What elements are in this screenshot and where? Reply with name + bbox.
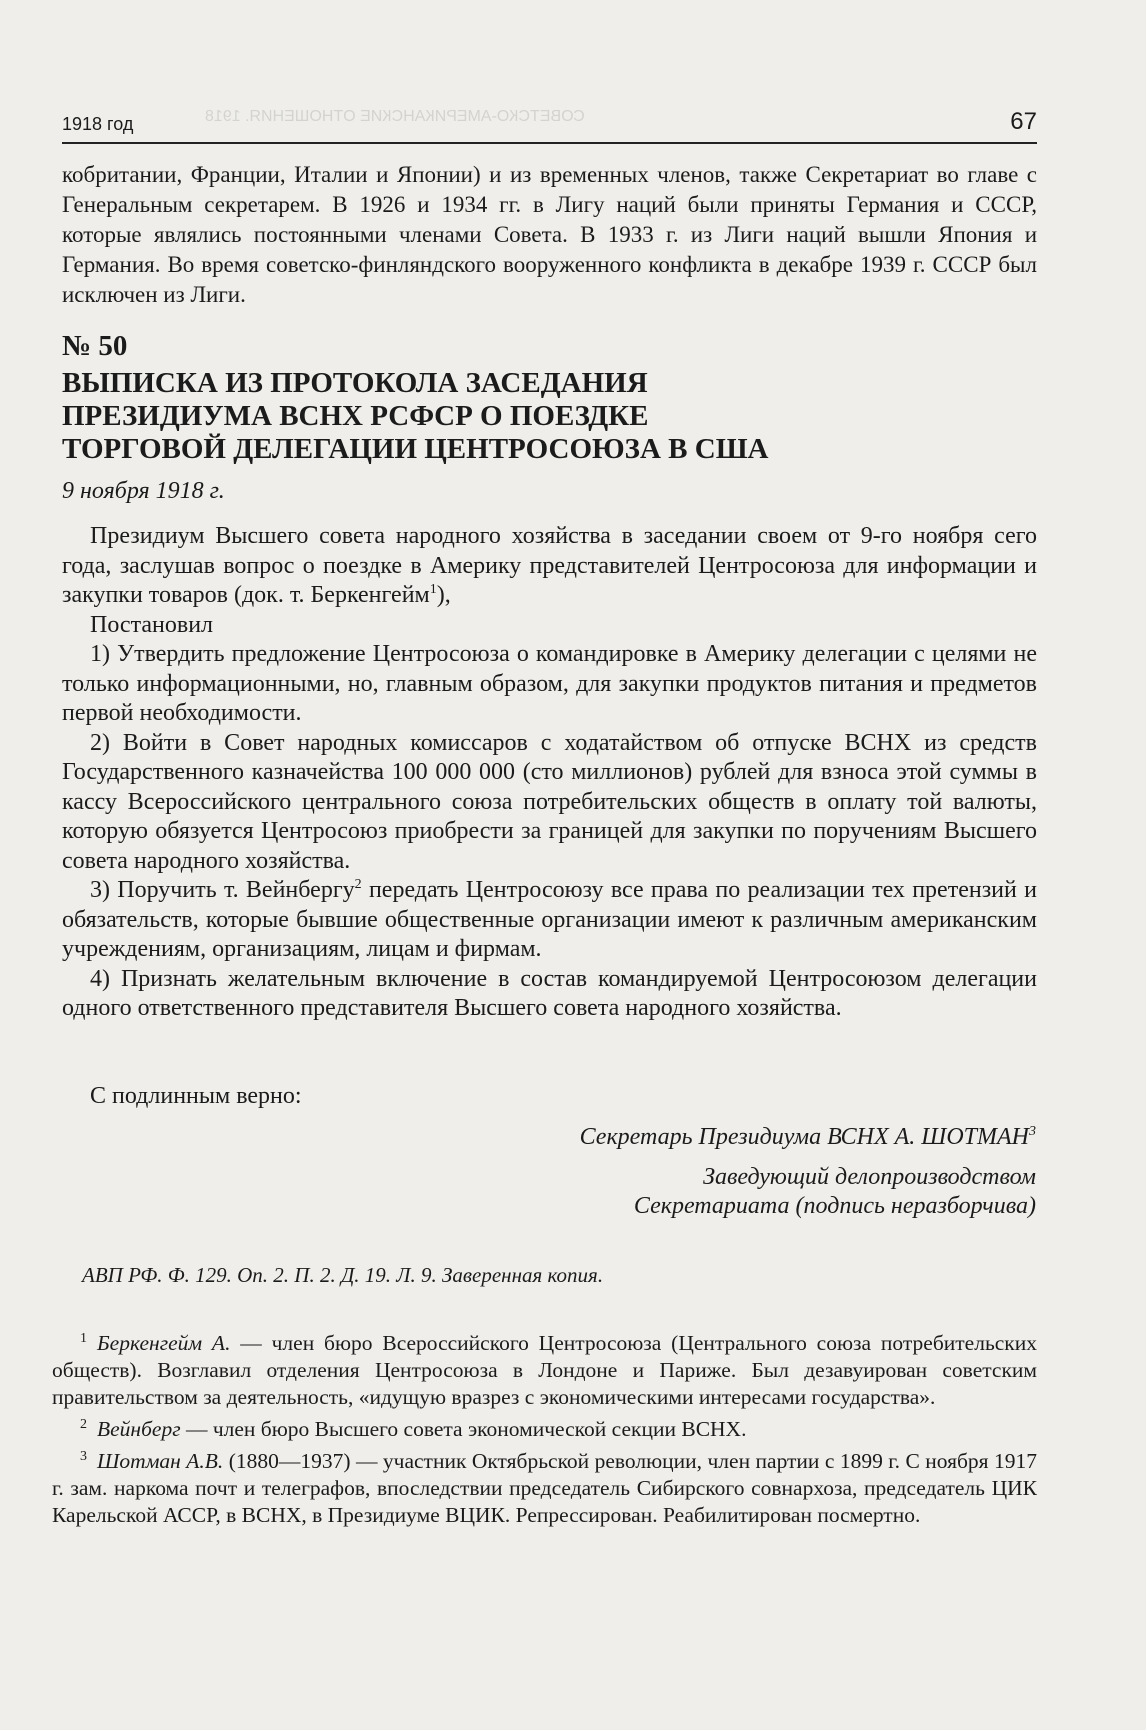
signature-clerk-line-1: Заведующий делопроизводством [703,1164,1036,1190]
footnote-number: 1 [80,1331,87,1346]
footnote-text: — член бюро Всероссийского Центросоюза (Центрального союза потребительских обществ). Возглавил отделения Центросоюза в Лондоне и Париже. Был дезавуирован советским правительством за деятельность, «идущую вразрез с экономическими интересами государства». [52,1331,1037,1410]
footnote-text: — член бюро Высшего совета экономической секции ВСНХ. [180,1417,747,1442]
preamble-text-end: ), [436,582,451,608]
header-year: 1918 год [62,114,134,134]
signature-secretary [580,1124,1036,1151]
preamble-text: Президиум Высшего совета народного хозяйства в заседании своем от 9-го ноября сего года, заслушав вопрос о поездке в Америку представителей Центросоюза для информации и закупки товаров (док. т. Беркенгейм [62,523,1037,608]
document-number: № 50 [62,330,128,362]
document-title [62,367,962,466]
intro-paragraph: кобритании, Франции, Италии и Японии) и из временных членов, также Секретариат во главе с Генеральным секретарем. В 1926 и 1934 гг. в Лигу наций были приняты Германия и СССР, которые являлись постоянными членами Совета. В 1933 г. из Лиги наций вышли Япония и Германия. Во время советско-финляндского вооруженного конфликта в декабре 1939 г. СССР был исключен из Лиги. [62,162,1037,307]
verified-copy-line: С подлинным верно: [90,1083,302,1109]
resolved-heading: Постановил [90,611,214,638]
signature-clerk-line-2: Секретариата (подпись неразборчива) [633,1193,1036,1219]
footnote-name: Беркенгейм А. [97,1331,231,1356]
archive-reference: АВП РФ. Ф. 129. Оп. 2. П. 2. Д. 19. Л. 9. Заверенная копия. [82,1263,604,1287]
footnote [52,1411,1037,1443]
running-header [62,108,1037,144]
page-number: 67 [1010,108,1037,135]
resolution-item-1: 1) Утвердить предложение Центросоюза о командировке в Америку делегации с целями не только информационными, но, главным образом, для закупки продуктов питания и предметов первой необходимости. [62,641,1037,726]
footnote-ref: 3 [1029,1124,1036,1139]
footnote [52,1325,1037,1411]
bleed-through-header: СОВЕТСКО-АМЕРИКАНСКИЕ ОТНОШЕНИЯ. 1918 [205,108,585,125]
document-title-line: ВЫПИСКА ИЗ ПРОТОКОЛА ЗАСЕДАНИЯ [62,367,648,399]
document-title-line: ТОРГОВОЙ ДЕЛЕГАЦИИ ЦЕНТРОСОЮЗА В США [62,433,769,465]
resolution-item-2: 2) Войти в Совет народных комиссаров с ходатайством об отпуске ВСНХ из средств Государственного казначейства 100 000 000 (сто миллионов) рублей для взноса этой суммы в кассу Всероссийского центрального союза потребительских обществ в оплату той валюты, которую обязуется Центросоюз приобрести за границей для закупки по поручениям Высшего совета народного хозяйства. [62,729,1037,874]
document-body [62,522,1037,1024]
footnote-ref: 1 [429,582,437,597]
signature-text: Секретарь Президиума ВСНХ А. ШОТМАН [579,1124,1029,1150]
footnote-ref: 2 [354,877,362,892]
footnote-number: 2 [80,1417,87,1433]
footnote-number: 3 [80,1449,87,1465]
document-title-line: ПРЕЗИДИУМА ВСНХ РСФСР О ПОЕЗДКЕ [62,400,649,432]
resolution-item-4: 4) Признать желательным включение в состав командируемой Центросоюзом делегации одного ответственного представителя Высшего совета народного хозяйства. [62,965,1037,1021]
footnotes [52,1325,1037,1529]
footnote-name: Вейнберг [97,1417,181,1442]
document-date: 9 ноября 1918 г. [62,478,225,504]
footnote-name: Шотман А.В. [97,1449,224,1474]
resolution-item-3 [62,876,1037,965]
footnote [52,1443,1037,1529]
footnote-text: (1880—1937) — участник Октябрьской революции, член партии с 1899 г. С ноября 1917 г. зам. наркома почт и телеграфов, впоследствии председатель Сибирского совнархоза, председатель ЦИК Карельской АССР, в ВСНХ, в Президиуме ВЦИК. Репрессирован. Реабилитирован посмертно. [52,1449,1037,1528]
item-3-text: 3) Поручить т. Вейнбергу [90,877,355,903]
preamble-paragraph [62,522,1037,611]
item-3-text-end: передать Центросоюзу все права по реализации тех претензий и обязательств, которые бывшие общественные организации имеют к различным американским учреждениям, организациям, лицам и фирмам. [62,877,1037,962]
